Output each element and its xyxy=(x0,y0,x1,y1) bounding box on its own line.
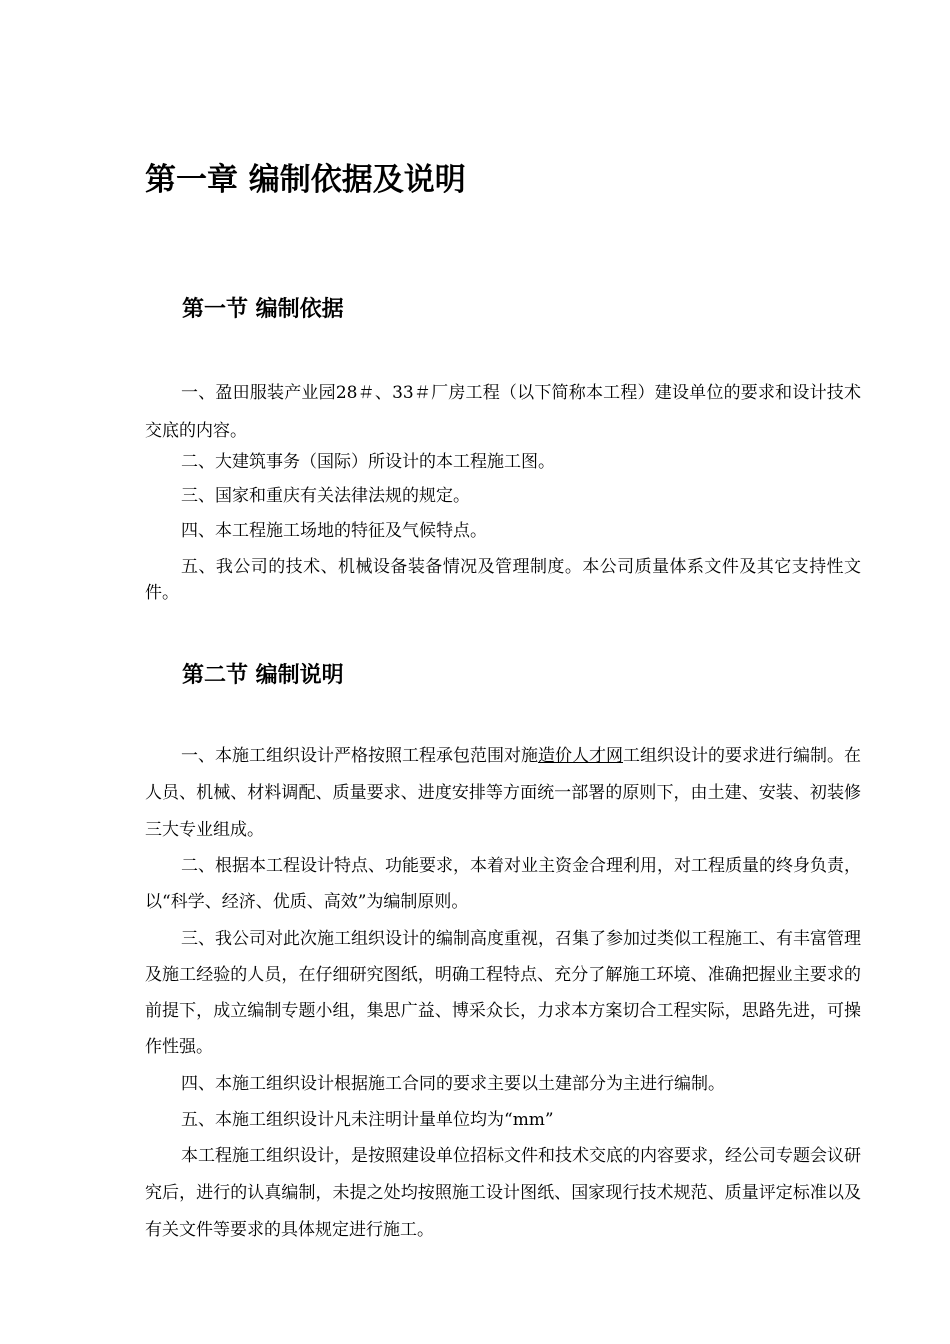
paragraph: 四、本施工组织设计根据施工合同的要求主要以土建部分为主进行编制。 xyxy=(181,1074,725,1094)
paragraph: 四、本工程施工场地的特征及气候特点。 xyxy=(181,521,487,541)
chapter-title: 第一章 编制依据及说明 xyxy=(145,162,466,198)
paragraph: 一、盈田服装产业园28＃、33＃厂房工程（以下简称本工程）建设单位的要求和设计技术交底的内容。 xyxy=(145,383,861,441)
paragraph: 五、本施工组织设计凡未注明计量单位均为“mm” xyxy=(181,1110,554,1130)
section-title-notes: 第二节 编制说明 xyxy=(182,663,344,688)
paragraph-text: 工组织设计的要求进行编制。在人员、机械、材料调配、质量要求、进度安排等方面统一部署的原则下，由土建、安装、初装修三大专业组成。 xyxy=(145,746,861,840)
paragraph: 五、我公司的技术、机械设备装备情况及管理制度。本公司质量体系文件及其它支持性文件。 xyxy=(145,557,861,603)
section-title-basis: 第一节 编制依据 xyxy=(182,297,344,322)
paragraph: 本工程施工组织设计，是按照建设单位招标文件和技术交底的内容要求，经公司专题会议研究后，进行的认真编制，未提之处均按照施工设计图纸、国家现行技术规范、质量评定标准以及有关文件等要求的具体规定进行施工。 xyxy=(145,1146,861,1240)
paragraph-text: 一、本施工组织设计严格按照工程承包范围对施 xyxy=(181,746,538,766)
paragraph: 二、根据本工程设计特点、功能要求，本着对业主资金合理利用，对工程质量的终身负责，以“科学、经济、优质、高效”为编制原则。 xyxy=(145,856,861,912)
paragraph: 三、我公司对此次施工组织设计的编制高度重视，召集了参加过类似工程施工、有丰富管理及施工经验的人员，在仔细研究图纸，明确工程特点、充分了解施工环境、准确把握业主要求的前提下，成立编制专题小组，集思广益、博采众长，力求本方案切合工程实际，思路先进，可操作性强。 xyxy=(145,929,861,1057)
paragraph: 二、大建筑事务（国际）所设计的本工程施工图。 xyxy=(181,452,555,472)
website-link[interactable]: 造价人才网 xyxy=(538,746,623,766)
paragraph xyxy=(145,738,861,849)
paragraph: 三、国家和重庆有关法律法规的规定。 xyxy=(181,486,470,506)
